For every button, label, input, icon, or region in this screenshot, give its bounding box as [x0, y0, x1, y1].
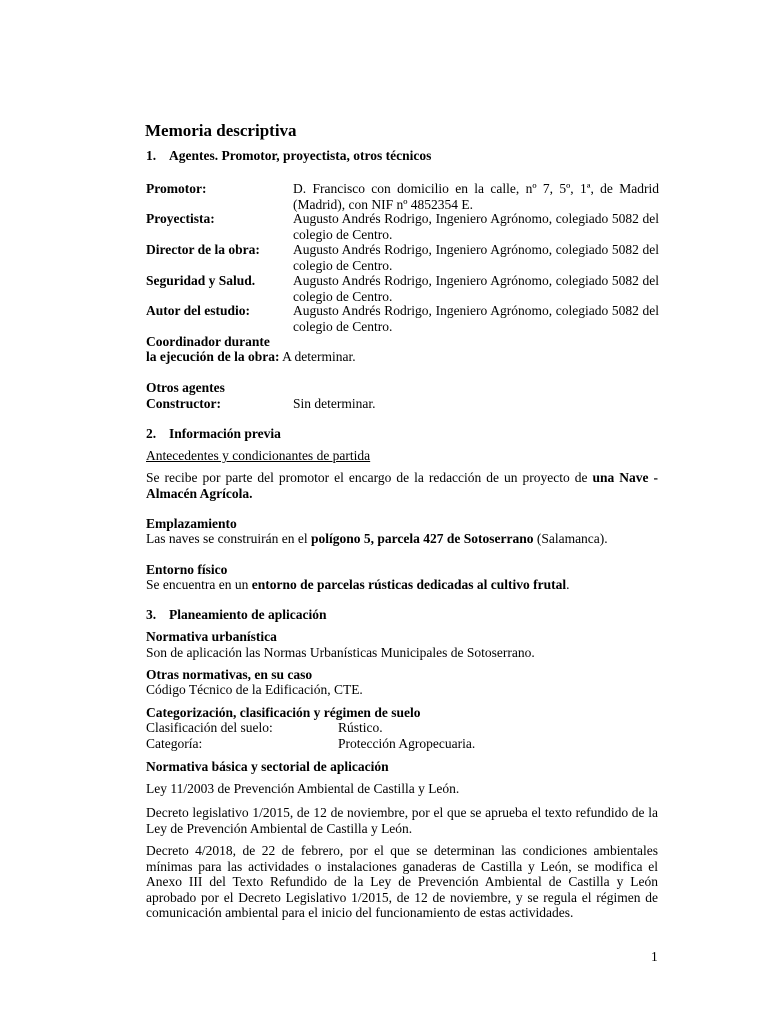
section-title: Información previa [169, 426, 281, 441]
categoria-label: Categoría: [146, 736, 203, 751]
antecedentes-text: Se recibe por parte del promotor el encargo de la redacción de un proyecto de [146, 470, 593, 485]
agent-label-promotor: Promotor: [146, 181, 207, 196]
emplazamiento-heading: Emplazamiento [146, 516, 237, 531]
otras-normativas-heading: Otras normativas, en su caso [146, 667, 313, 682]
page-number: 1 [651, 949, 658, 964]
agent-label-autor: Autor del estudio: [146, 303, 251, 318]
coordinator-value: A determinar. [282, 349, 356, 364]
coordinator-label-line1: Coordinador durante [146, 334, 270, 349]
agent-value-autor: Augusto Andrés Rodrigo, Ingeniero Agrónomo, colegiado 5082 del colegio de Centro. [293, 303, 659, 334]
emplazamiento-paragraph [146, 531, 608, 547]
normativa-urbanistica-text: Son de aplicación las Normas Urbanísticas Municipales de Sotoserrano. [146, 645, 535, 660]
section-number: 2. [146, 426, 157, 441]
agent-label-seguridad: Seguridad y Salud. [146, 273, 256, 288]
parcela-text: polígono 5, parcela 427 de Sotoserrano [310, 531, 534, 546]
entorno-suffix: . [566, 577, 570, 592]
clasificacion-value: Rústico. [338, 720, 383, 735]
entorno-paragraph [146, 577, 569, 593]
agent-value-seguridad: Augusto Andrés Rodrigo, Ingeniero Agrónomo, colegiado 5082 del colegio de Centro. [293, 273, 659, 304]
section-title: Agentes. Promotor, proyectista, otros técnicos [169, 148, 432, 163]
section-number: 1. [146, 148, 157, 163]
emplazamiento-suffix: (Salamanca). [533, 531, 608, 546]
agent-value-director: Augusto Andrés Rodrigo, Ingeniero Agrónomo, colegiado 5082 del colegio de Centro. [293, 242, 659, 273]
decreto-legislativo-paragraph: Decreto legislativo 1/2015, de 12 de noviembre, por el que se aprueba el texto refundido de la Ley de Prevención Ambiental de Castilla y León. [146, 805, 658, 836]
entorno-bold-text: entorno de parcelas rústicas dedicadas al cultivo frutal [251, 577, 567, 592]
categorizacion-heading: Categorización, clasificación y régimen de suelo [146, 705, 421, 720]
categoria-value: Protección Agropecuaria. [338, 736, 476, 751]
decreto-2018-paragraph: Decreto 4/2018, de 22 de febrero, por el que se determinan las condiciones ambientales mínimas para las actividades o instalaciones ganaderas de Castilla y León, se modifica el Anexo III del Texto Refundido de la Ley de Prevención Ambiental de Castilla y León aprobado por el Decreto Legislativo 1/2015, de 12 de noviembre, y se regula el régimen de comunicación ambiental para el inicio del funcionamiento de estas actividades. [146, 843, 658, 920]
agent-label-director: Director de la obra: [146, 242, 260, 257]
coordinator-line [146, 349, 356, 365]
otros-agentes-label: Otros agentes [146, 380, 225, 395]
section-2-heading [146, 426, 281, 442]
agent-value-promotor: D. Francisco con domicilio en la calle, nº 7, 5º, 1ª, de Madrid (Madrid), con NIF nº 4852354 E. [293, 181, 659, 212]
constructor-value: Sin determinar. [293, 396, 376, 411]
constructor-label: Constructor: [146, 396, 221, 411]
section-1-heading [146, 148, 431, 164]
document-title: Memoria descriptiva [145, 121, 297, 140]
otras-normativas-text: Código Técnico de la Edificación, CTE. [146, 682, 363, 697]
nave-almacen-text: una Nave - Almacén Agrícola. [146, 470, 658, 501]
emplazamiento-text: Las naves se construirán en el [146, 531, 311, 546]
agent-label-proyectista: Proyectista: [146, 211, 215, 226]
section-3-heading [146, 607, 327, 623]
normativa-basica-heading: Normativa básica y sectorial de aplicación [146, 759, 389, 774]
section-number: 3. [146, 607, 157, 622]
entorno-heading: Entorno físico [146, 562, 228, 577]
antecedentes-paragraph [146, 470, 658, 501]
clasificacion-label: Clasificación del suelo: [146, 720, 273, 735]
normativa-urbanistica-heading: Normativa urbanística [146, 629, 277, 644]
ley-text: Ley 11/2003 de Prevención Ambiental de Castilla y León. [146, 781, 460, 796]
agent-value-proyectista: Augusto Andrés Rodrigo, Ingeniero Agrónomo, colegiado 5082 del colegio de Centro. [293, 211, 659, 242]
antecedentes-subheading: Antecedentes y condicionantes de partida [146, 448, 371, 463]
entorno-text: Se encuentra en un [146, 577, 252, 592]
section-title: Planeamiento de aplicación [169, 607, 327, 622]
coordinator-label-line2: la ejecución de la obra: [146, 349, 280, 364]
